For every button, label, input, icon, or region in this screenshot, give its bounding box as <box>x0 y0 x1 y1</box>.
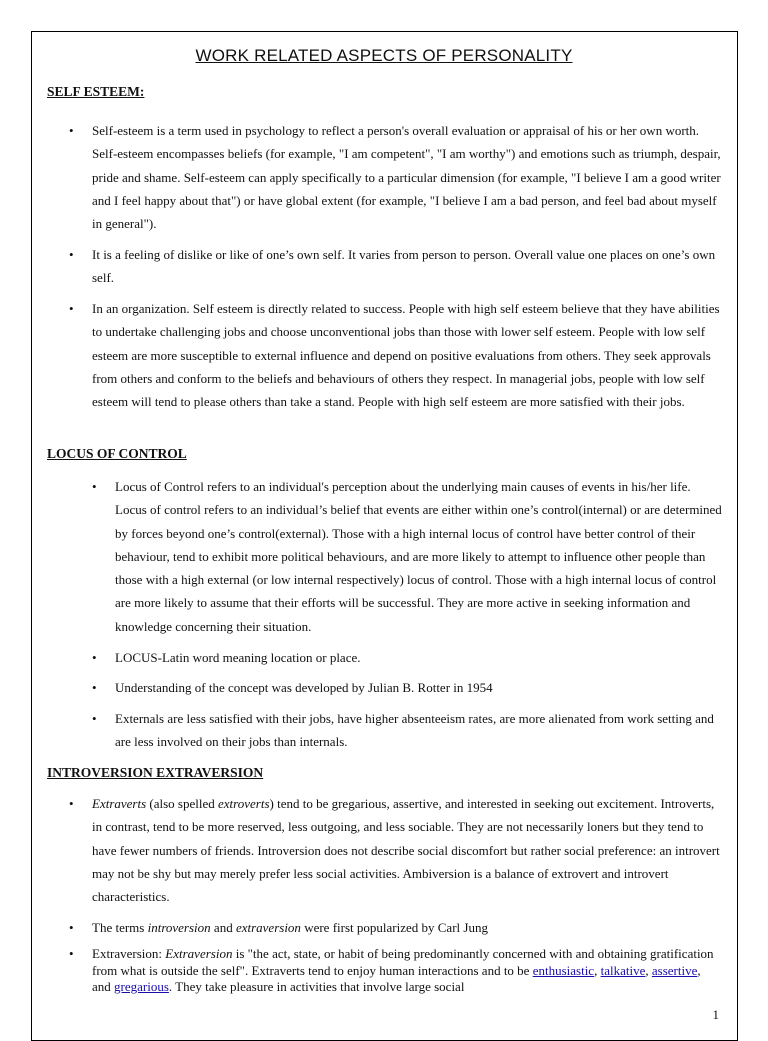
bullet-icon: • <box>69 920 74 935</box>
heading-introversion-extraversion: INTROVERSION EXTRAVERSION <box>47 765 264 780</box>
bullet-icon: • <box>69 247 74 262</box>
bullet-icon: • <box>92 479 97 494</box>
list-item: • Locus of Control refers to an individual's perception about the underlying main causes of events in his/her life. Locus of control refers to an individual’s belief that events are either within one’s control(internal) or are determined by forces beyond one’s control(external). Those with a high internal locus of control have better control of their behaviour, tend to exhibit more political behaviours, and are more likely to attempt to influence other people than those with a high external (or low internal respectively) locus of control. Those with a high internal locus of control are more likely to assume that their efforts will be successful. They are more active in seeking information and knowledge concerning their situation. <box>115 475 725 638</box>
heading-locus-of-control: LOCUS OF CONTROL <box>47 446 187 461</box>
bullet-icon: • <box>69 123 74 138</box>
list-item: • In an organization. Self esteem is directly related to success. People with high self esteem believe that they have abilities to undertake challenging jobs and choose unconventional jobs than those with lower self esteem. People with low self esteem are more susceptible to external influence and depend on positive evaluations from others. They seek approvals from others and conform to the beliefs and behaviours of others they respect. In managerial jobs, people with low self esteem will tend to please others than take a stand. People with high self esteem are more satisfied with their jobs. <box>92 297 722 413</box>
list-item: • Extraversion: Extraversion is "the act, state, or habit of being predominantly concerned with and obtaining gratification from what is outside the self". Extraverts tend to enjoy human interactions and to be enthusiastic, talkative, assertive, and gregarious. They take pleasure in activities that involve large social <box>69 946 714 994</box>
link-assertive[interactable]: assertive <box>651 962 698 978</box>
heading-self-esteem: SELF ESTEEM: <box>47 84 145 99</box>
list-item: • Externals are less satisfied with their jobs, have higher absenteeism rates, are more alienated from work setting and are less involved on their jobs than internals. <box>115 707 725 754</box>
bullet-icon: • <box>69 301 74 316</box>
list-item: • LOCUS-Latin word meaning location or place. <box>115 646 725 669</box>
bullet-icon: • <box>69 796 74 811</box>
bullet-icon: • <box>69 946 74 961</box>
list-item: • Self-esteem is a term used in psychology to reflect a person's overall evaluation or appraisal of his or her own worth. Self-esteem encompasses beliefs (for example, "I am competent", "I am worthy") and emotions such as triumph, despair, pride and shame. Self-esteem can apply specifically to a particular dimension (for example, "I believe I am a good writer and I feel happy about that") or have global extent (for example, "I believe I am a bad person, and feel bad about myself in general"). <box>92 119 722 235</box>
link-talkative[interactable]: talkative <box>600 962 646 978</box>
bullet-icon: • <box>92 711 97 726</box>
link-enthusiastic[interactable]: enthusiastic <box>532 962 595 978</box>
bullet-icon: • <box>92 680 97 695</box>
bullet-icon: • <box>92 650 97 665</box>
list-item: • The terms introversion and extraversion were first popularized by Carl Jung <box>92 916 722 939</box>
page-number: 1 <box>712 1007 719 1022</box>
list-item: • Understanding of the concept was developed by Julian B. Rotter in 1954 <box>115 676 725 699</box>
list-item: • It is a feeling of dislike or like of one’s own self. It varies from person to person. Overall value one places on one’s own self. <box>92 243 722 290</box>
link-gregarious[interactable]: gregarious <box>114 979 169 994</box>
list-item: • Extraverts (also spelled extroverts) tend to be gregarious, assertive, and interested in seeking out excitement. Introverts, in contrast, tend to be more reserved, less outgoing, and less sociable. They are not necessarily loners but they tend to have fewer numbers of friends. Introversion does not describe social discomfort but rather social preference: an introvert may not be shy but may merely prefer less social activities. Ambiversion is a balance of extrovert and introvert characteristics. <box>92 792 722 908</box>
page-title: WORK RELATED ASPECTS OF PERSONALITY <box>195 46 573 65</box>
